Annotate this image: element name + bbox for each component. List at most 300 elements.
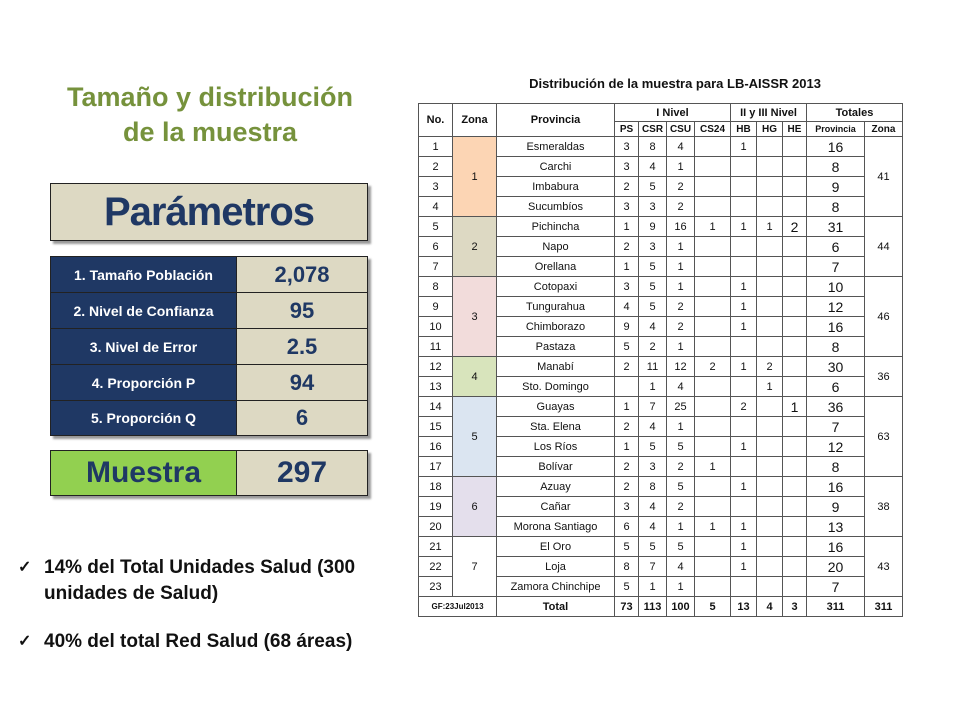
province-name: Cotopaxi [497,277,615,297]
header-provincia: Provincia [497,104,615,137]
unit-count [731,417,757,437]
unit-count [783,297,807,317]
unit-count: 1 [695,217,731,237]
unit-count: 8 [639,137,667,157]
unit-count [757,297,783,317]
unit-count [757,337,783,357]
province-name: El Oro [497,537,615,557]
province-total: 8 [807,157,865,177]
parameter-row [51,329,367,365]
unit-count [757,317,783,337]
unit-count: 8 [639,477,667,497]
row-number: 16 [419,437,453,457]
row-number: 6 [419,237,453,257]
unit-count [615,377,639,397]
unit-count [783,317,807,337]
unit-count: 1 [615,217,639,237]
province-name: Carchi [497,157,615,177]
zone-cell: 4 [453,357,497,397]
province-total: 10 [807,277,865,297]
row-number: 10 [419,317,453,337]
subheader-hg: HG [757,122,783,137]
unit-count [695,417,731,437]
unit-count: 2 [757,357,783,377]
row-number: 14 [419,397,453,417]
unit-count [695,277,731,297]
subheader-csr: CSR [639,122,667,137]
parameters-table [50,256,368,436]
province-name: Azuay [497,477,615,497]
subheader-cs24: CS24 [695,122,731,137]
subheader-csu: CSU [667,122,695,137]
unit-count: 5 [639,277,667,297]
table-header-row [419,104,903,122]
unit-count: 1 [667,337,695,357]
header-no: No. [419,104,453,137]
unit-count: 4 [639,497,667,517]
unit-count: 4 [639,317,667,337]
unit-count [695,577,731,597]
unit-count [757,157,783,177]
zone-total: 63 [865,397,903,477]
unit-count: 1 [667,417,695,437]
row-number: 8 [419,277,453,297]
unit-count: 5 [667,437,695,457]
unit-count: 2 [615,417,639,437]
province-total: 9 [807,177,865,197]
unit-count: 1 [615,257,639,277]
unit-count: 5 [615,577,639,597]
unit-count: 1 [695,517,731,537]
unit-count: 5 [667,477,695,497]
header-totales: Totales [807,104,903,122]
slide-title-line-1: Tamaño y distribución [66,82,354,112]
unit-count: 1 [731,297,757,317]
total-value: 113 [639,597,667,617]
zone-cell: 7 [453,537,497,597]
unit-count: 2 [667,317,695,337]
unit-count: 4 [667,557,695,577]
unit-count: 1 [667,577,695,597]
unit-count [757,517,783,537]
unit-count [757,497,783,517]
unit-count: 16 [667,217,695,237]
unit-count [783,577,807,597]
table-title: Distribución de la muestra para LB-AISSR 2013 [529,76,821,91]
province-total: 16 [807,477,865,497]
zone-cell: 5 [453,397,497,477]
unit-count: 5 [639,537,667,557]
unit-count: 8 [615,557,639,577]
parameter-label: 1. Tamaño Población [51,257,236,292]
province-name: Pichincha [497,217,615,237]
table-row [419,137,903,157]
unit-count: 2 [615,477,639,497]
unit-count [757,197,783,217]
checkmark-icon: ✓ [18,633,32,650]
unit-count [731,497,757,517]
unit-count [695,397,731,417]
unit-count: 4 [667,377,695,397]
subheader-ps: PS [615,122,639,137]
unit-count: 2 [615,237,639,257]
unit-count: 1 [667,277,695,297]
unit-count: 5 [639,437,667,457]
table-row [419,537,903,557]
unit-count [757,557,783,577]
province-name: Pastaza [497,337,615,357]
table-row [419,217,903,237]
unit-count [783,177,807,197]
unit-count: 2 [667,297,695,317]
unit-count [695,257,731,277]
unit-count: 2 [615,177,639,197]
province-total: 9 [807,497,865,517]
unit-count [695,477,731,497]
unit-count: 9 [639,217,667,237]
province-total: 12 [807,437,865,457]
province-name: Sta. Elena [497,417,615,437]
unit-count: 1 [667,517,695,537]
unit-count [757,537,783,557]
zone-total: 41 [865,137,903,217]
total-value: 100 [667,597,695,617]
province-total: 30 [807,357,865,377]
unit-count: 3 [639,197,667,217]
province-name: Zamora Chinchipe [497,577,615,597]
table-row [419,277,903,297]
unit-count: 2 [695,357,731,377]
unit-count [783,137,807,157]
total-value: 73 [615,597,639,617]
parameter-row [51,257,367,293]
unit-count: 1 [731,537,757,557]
unit-count: 4 [639,417,667,437]
unit-count [783,157,807,177]
unit-count: 1 [667,157,695,177]
row-number: 5 [419,217,453,237]
unit-count [695,237,731,257]
unit-count: 1 [731,317,757,337]
unit-count: 1 [731,217,757,237]
sample-value: 297 [236,451,367,495]
unit-count: 6 [615,517,639,537]
province-name: Orellana [497,257,615,277]
footnote-date: GF:23Jul2013 [419,597,497,617]
unit-count [783,357,807,377]
province-total: 16 [807,137,865,157]
row-number: 23 [419,577,453,597]
zone-cell: 1 [453,137,497,217]
bullet-text: 40% del total Red Salud (68 áreas) [44,631,353,652]
unit-count [757,177,783,197]
unit-count [757,137,783,157]
unit-count: 1 [757,377,783,397]
unit-count [783,497,807,517]
unit-count [695,337,731,357]
province-total: 13 [807,517,865,537]
unit-count [731,377,757,397]
province-total: 8 [807,457,865,477]
unit-count [731,157,757,177]
unit-count: 5 [639,257,667,277]
unit-count: 4 [615,297,639,317]
subheader-zona-total: Zona [865,122,903,137]
unit-count: 11 [639,357,667,377]
unit-count [695,297,731,317]
sample-size-box [50,450,368,496]
unit-count [695,537,731,557]
zone-total: 38 [865,477,903,537]
unit-count: 5 [639,297,667,317]
row-number: 2 [419,157,453,177]
unit-count [731,177,757,197]
bullet-text: 14% del Total Unidades Salud (300 unidades de Salud) [44,557,356,604]
row-number: 15 [419,417,453,437]
unit-count: 1 [731,137,757,157]
unit-count [757,237,783,257]
bullet-item [18,629,388,655]
grand-total-zona: 311 [865,597,903,617]
province-name: Tungurahua [497,297,615,317]
unit-count: 5 [667,537,695,557]
unit-count [695,557,731,577]
province-total: 20 [807,557,865,577]
unit-count: 1 [783,397,807,417]
province-total: 12 [807,297,865,317]
unit-count: 1 [695,457,731,477]
parameter-row [51,401,367,435]
checkmark-icon: ✓ [18,559,32,576]
row-number: 11 [419,337,453,357]
total-value: 4 [757,597,783,617]
subheader-hb: HB [731,122,757,137]
province-name: Loja [497,557,615,577]
zone-total: 44 [865,217,903,277]
unit-count: 1 [639,577,667,597]
unit-count: 7 [639,557,667,577]
header-nivel-2-3: II y III Nivel [731,104,807,122]
zone-cell: 6 [453,477,497,537]
unit-count: 4 [667,137,695,157]
province-name: Sucumbíos [497,197,615,217]
slide-title-line-2: de la muestra [122,117,298,147]
unit-count [757,397,783,417]
total-value: 5 [695,597,731,617]
parameter-value: 2,078 [236,257,367,292]
unit-count: 1 [615,437,639,457]
province-name: Guayas [497,397,615,417]
parameters-header: Parámetros [50,183,368,241]
total-value: 13 [731,597,757,617]
row-number: 1 [419,137,453,157]
province-total: 31 [807,217,865,237]
row-number: 19 [419,497,453,517]
province-name: Morona Santiago [497,517,615,537]
unit-count: 1 [615,397,639,417]
unit-count: 2 [667,197,695,217]
unit-count [731,577,757,597]
unit-count: 4 [639,517,667,537]
total-row [419,597,903,617]
unit-count: 1 [731,477,757,497]
unit-count: 1 [731,557,757,577]
unit-count: 3 [639,457,667,477]
province-name: Napo [497,237,615,257]
header-zona: Zona [453,104,497,137]
province-total: 8 [807,337,865,357]
unit-count: 9 [615,317,639,337]
unit-count [695,497,731,517]
row-number: 13 [419,377,453,397]
unit-count: 2 [731,397,757,417]
unit-count [783,337,807,357]
row-number: 12 [419,357,453,377]
unit-count [731,237,757,257]
table-row [419,357,903,377]
province-name: Manabí [497,357,615,377]
distribution-table [418,103,903,617]
unit-count [783,277,807,297]
unit-count [783,437,807,457]
unit-count: 3 [615,497,639,517]
unit-count [695,317,731,337]
bullet-list [18,555,388,677]
parameter-row [51,293,367,329]
parameter-label: 5. Proporción Q [51,401,236,435]
unit-count [757,457,783,477]
unit-count [731,197,757,217]
unit-count: 1 [667,257,695,277]
row-number: 17 [419,457,453,477]
province-total: 6 [807,377,865,397]
unit-count: 5 [615,537,639,557]
unit-count [783,197,807,217]
unit-count: 2 [615,357,639,377]
unit-count [783,377,807,397]
row-number: 3 [419,177,453,197]
province-total: 7 [807,417,865,437]
unit-count: 25 [667,397,695,417]
province-name: Esmeraldas [497,137,615,157]
parameter-value: 94 [236,365,367,400]
province-total: 7 [807,577,865,597]
total-value: 3 [783,597,807,617]
parameter-value: 6 [236,401,367,435]
province-total: 7 [807,257,865,277]
unit-count: 1 [667,237,695,257]
province-total: 8 [807,197,865,217]
unit-count: 1 [639,377,667,397]
row-number: 21 [419,537,453,557]
unit-count: 3 [615,197,639,217]
unit-count: 2 [667,497,695,517]
unit-count [695,377,731,397]
unit-count: 1 [731,277,757,297]
province-name: Imbabura [497,177,615,197]
row-number: 18 [419,477,453,497]
parameter-label: 3. Nivel de Error [51,329,236,364]
unit-count [757,477,783,497]
zone-cell: 2 [453,217,497,277]
province-total: 16 [807,537,865,557]
parameter-label: 2. Nivel de Confianza [51,293,236,328]
unit-count: 2 [639,337,667,357]
header-nivel-1: I Nivel [615,104,731,122]
unit-count [695,177,731,197]
unit-count [731,337,757,357]
row-number: 20 [419,517,453,537]
province-name: Chimborazo [497,317,615,337]
province-name: Los Ríos [497,437,615,457]
row-number: 4 [419,197,453,217]
subheader-provincia-total: Provincia [807,122,865,137]
unit-count: 5 [615,337,639,357]
unit-count: 3 [639,237,667,257]
unit-count [783,537,807,557]
unit-count [695,157,731,177]
zone-total: 46 [865,277,903,357]
unit-count: 1 [757,217,783,237]
unit-count: 1 [731,517,757,537]
unit-count [783,237,807,257]
unit-count [783,457,807,477]
unit-count [757,417,783,437]
province-total: 6 [807,237,865,257]
parameter-row [51,365,367,401]
subheader-he: HE [783,122,807,137]
unit-count: 3 [615,137,639,157]
unit-count: 4 [639,157,667,177]
grand-total-provincia: 311 [807,597,865,617]
unit-count: 2 [783,217,807,237]
unit-count: 2 [615,457,639,477]
province-total: 16 [807,317,865,337]
province-total: 36 [807,397,865,417]
province-name: Cañar [497,497,615,517]
parameter-value: 95 [236,293,367,328]
unit-count [783,417,807,437]
unit-count: 3 [615,157,639,177]
table-row [419,477,903,497]
unit-count: 2 [667,177,695,197]
unit-count: 1 [731,437,757,457]
unit-count [757,577,783,597]
unit-count [783,557,807,577]
unit-count: 2 [667,457,695,477]
bullet-item [18,555,388,607]
unit-count [731,457,757,477]
row-number: 22 [419,557,453,577]
unit-count [757,277,783,297]
unit-count: 7 [639,397,667,417]
row-number: 9 [419,297,453,317]
unit-count [695,137,731,157]
unit-count [757,257,783,277]
province-name: Sto. Domingo [497,377,615,397]
unit-count: 5 [639,177,667,197]
unit-count [783,477,807,497]
row-number: 7 [419,257,453,277]
table-row [419,397,903,417]
total-label: Total [497,597,615,617]
zone-cell: 3 [453,277,497,357]
unit-count [695,437,731,457]
unit-count [695,197,731,217]
unit-count: 3 [615,277,639,297]
slide-title [40,80,380,150]
zone-total: 43 [865,537,903,597]
